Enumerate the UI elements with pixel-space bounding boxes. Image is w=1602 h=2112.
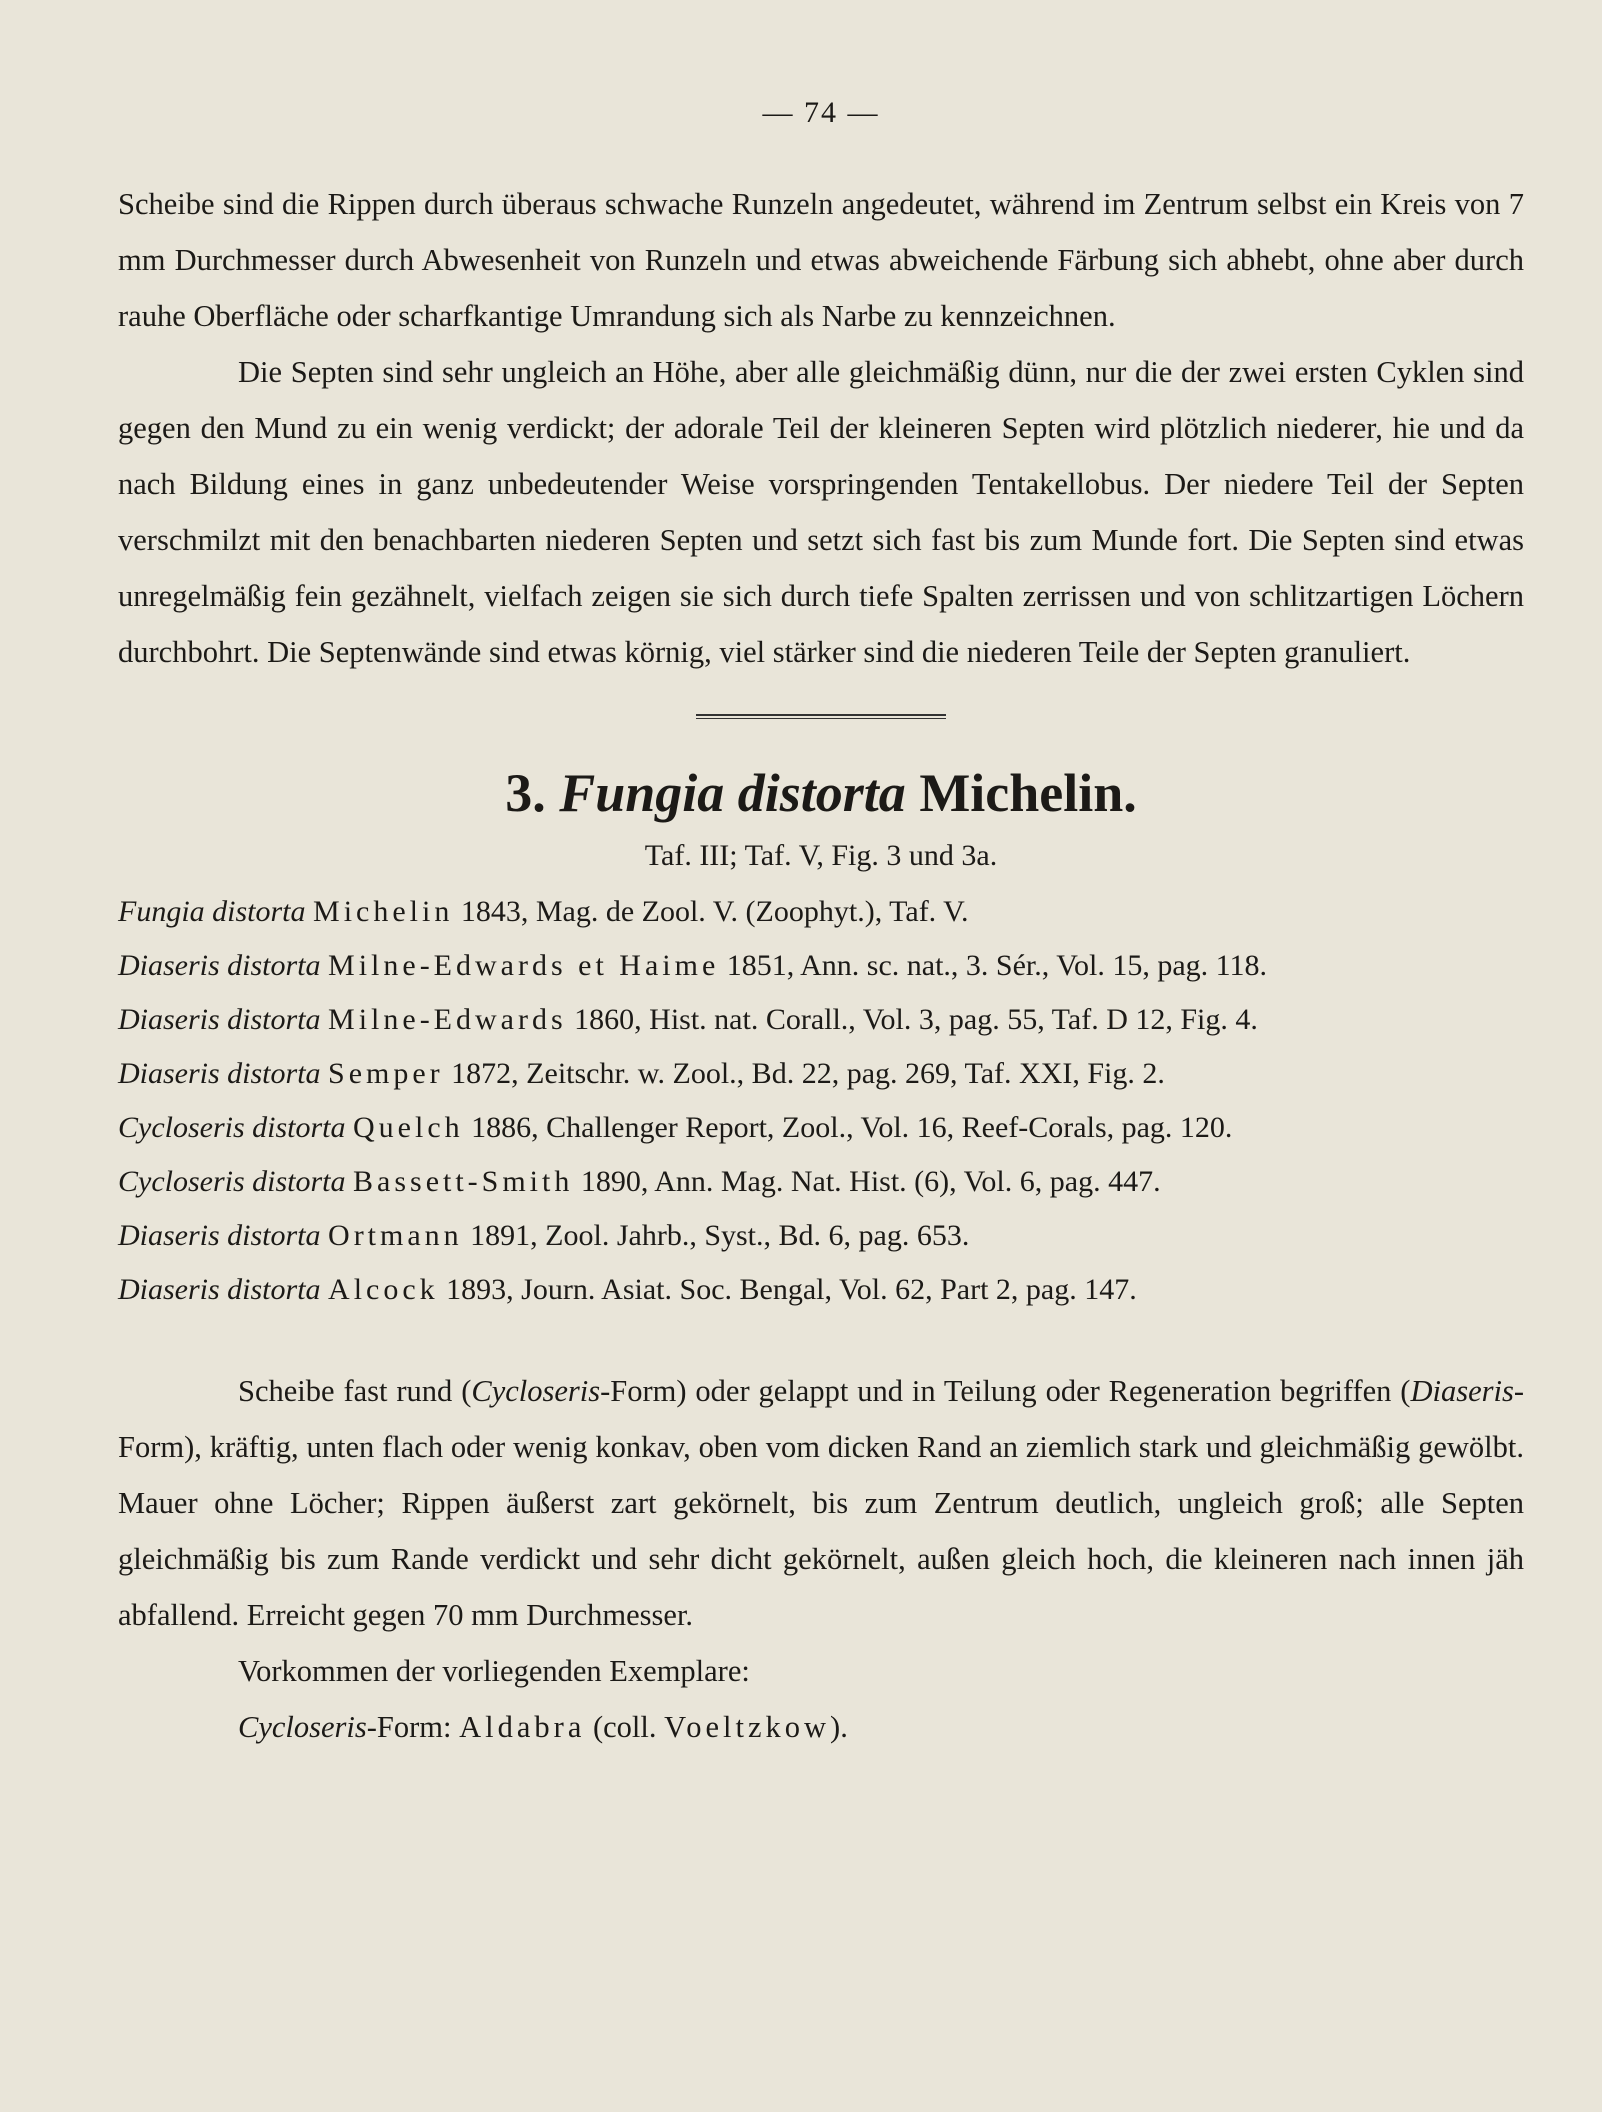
species-author: Michelin.	[919, 763, 1137, 823]
synonym-entry	[118, 1263, 1524, 1317]
synonym-reference: 1860, Hist. nat. Corall., Vol. 3, pag. 55, Taf. D 12, Fig. 4.	[574, 1003, 1258, 1036]
section-heading	[118, 763, 1524, 823]
occurrence-intro: Vorkommen der vorliegenden Exemplare:	[238, 1654, 750, 1688]
synonym-reference: 1843, Mag. de Zool. V. (Zoophyt.), Taf. V.	[460, 895, 969, 928]
synonym-name: Diaseris distorta	[118, 1003, 321, 1036]
synonym-author: Semper	[328, 1057, 444, 1090]
page-number: — 74 —	[762, 96, 880, 129]
synonym-reference: 1886, Challenger Report, Zool., Vol. 16, Reef-Corals, pag. 120.	[471, 1111, 1233, 1144]
description-text: -Form) oder gelappt und in Teilung oder Regeneration begriffen (	[600, 1374, 1411, 1408]
synonym-reference: 1851, Ann. sc. nat., 3. Sér., Vol. 15, pag. 118.	[726, 949, 1268, 982]
synonym-entry	[118, 1155, 1524, 1209]
synonym-name: Diaseris distorta	[118, 1219, 321, 1252]
description-text: -Form), kräftig, unten flach oder wenig konkav, oben vom dicken Rand an ziemlich stark und gleichmäßig gewölbt. Mauer ohne Löcher; Rippen äußerst zart gekörnelt, bis zum Zentrum deutlich, ungleich groß; alle Septen gleichmäßig bis zum Rande verdickt und sehr dicht gekörnelt, außen gleich hoch, die kleineren nach innen jäh abfallend. Erreicht gegen 70 mm Durchmesser.	[118, 1374, 1524, 1632]
synonym-entry	[118, 885, 1524, 939]
synonym-name: Diaseris distorta	[118, 1057, 321, 1090]
locality: Aldabra	[459, 1710, 586, 1744]
synonym-name: Fungia distorta	[118, 895, 306, 928]
synonym-reference: 1891, Zool. Jahrb., Syst., Bd. 6, pag. 653.	[470, 1219, 970, 1252]
form-name: Cycloseris	[238, 1710, 367, 1744]
synonym-entry	[118, 939, 1524, 993]
paragraph-septen: Die Septen sind sehr ungleich an Höhe, aber alle gleichmäßig dünn, nur die der zwei ersten Cyklen sind gegen den Mund zu ein wenig verdickt; der adorale Teil der kleineren Septen wird plötzlich niederer, hie und da nach Bildung eines in ganz unbedeutender Weise vorspringenden Tentakellobus. Der niedere Teil der Septen verschmilzt mit den benachbarten niederen Septen und setzt sich fast bis zum Munde fort. Die Septen sind etwas unregelmäßig fein gezähnelt, vielfach zeigen sie sich durch tiefe Spalten zerrissen und von schlitzartigen Löchern durchbohrt. Die Septenwände sind etwas körnig, viel stärker sind die niederen Teile der Septen granuliert.	[118, 355, 1524, 669]
synonym-name: Cycloseris distorta	[118, 1165, 346, 1198]
synonym-name: Diaseris distorta	[118, 1273, 321, 1306]
synonym-author: Milne-Edwards et Haime	[328, 949, 720, 982]
synonym-author: Ortmann	[328, 1219, 463, 1252]
synonym-reference: 1872, Zeitschr. w. Zool., Bd. 22, pag. 269, Taf. XXI, Fig. 2.	[451, 1057, 1165, 1090]
synonym-name: Cycloseris distorta	[118, 1111, 346, 1144]
synonym-author: Alcock	[328, 1273, 439, 1306]
synonym-entry	[118, 993, 1524, 1047]
species-name: Fungia distorta	[559, 763, 906, 823]
form-suffix: -Form:	[366, 1710, 452, 1744]
paragraph-description	[118, 1363, 1524, 1643]
synonym-entry	[118, 1209, 1524, 1263]
synonym-reference: 1893, Journ. Asiat. Soc. Bengal, Vol. 62, Part 2, pag. 147.	[446, 1273, 1137, 1306]
collection-close: ).	[830, 1710, 848, 1744]
description-text: Scheibe fast rund (	[238, 1374, 472, 1408]
synonymy-list	[118, 885, 1524, 1317]
genus-italic: Cycloseris	[471, 1374, 601, 1408]
plate-references: Taf. III; Taf. V, Fig. 3 und 3a.	[644, 839, 998, 872]
section-divider	[696, 714, 946, 719]
synonym-author: Bassett-Smith	[353, 1165, 574, 1198]
synonym-name: Diaseris distorta	[118, 949, 321, 982]
paragraph-continuation: Scheibe sind die Rippen durch überaus schwache Runzeln angedeutet, während im Zentrum selbst ein Kreis von 7 mm Durchmesser durch Abwesenheit von Runzeln und etwas abweichende Färbung sich abhebt, ohne aber durch rauhe Oberfläche oder scharfkantige Umrandung sich als Narbe zu kennzeichnen.	[118, 187, 1524, 333]
synonym-entry	[118, 1101, 1524, 1155]
occurrence-line	[118, 1699, 1524, 1755]
collection-open: (coll.	[592, 1710, 657, 1744]
synonym-author: Michelin	[313, 895, 454, 928]
section-number: 3.	[505, 763, 546, 823]
synonym-reference: 1890, Ann. Mag. Nat. Hist. (6), Vol. 6, pag. 447.	[580, 1165, 1161, 1198]
synonym-entry	[118, 1047, 1524, 1101]
collector: Voeltzkow	[664, 1710, 831, 1744]
synonym-author: Quelch	[353, 1111, 464, 1144]
synonym-author: Milne-Edwards	[328, 1003, 567, 1036]
genus-italic: Diaseris	[1410, 1374, 1514, 1408]
